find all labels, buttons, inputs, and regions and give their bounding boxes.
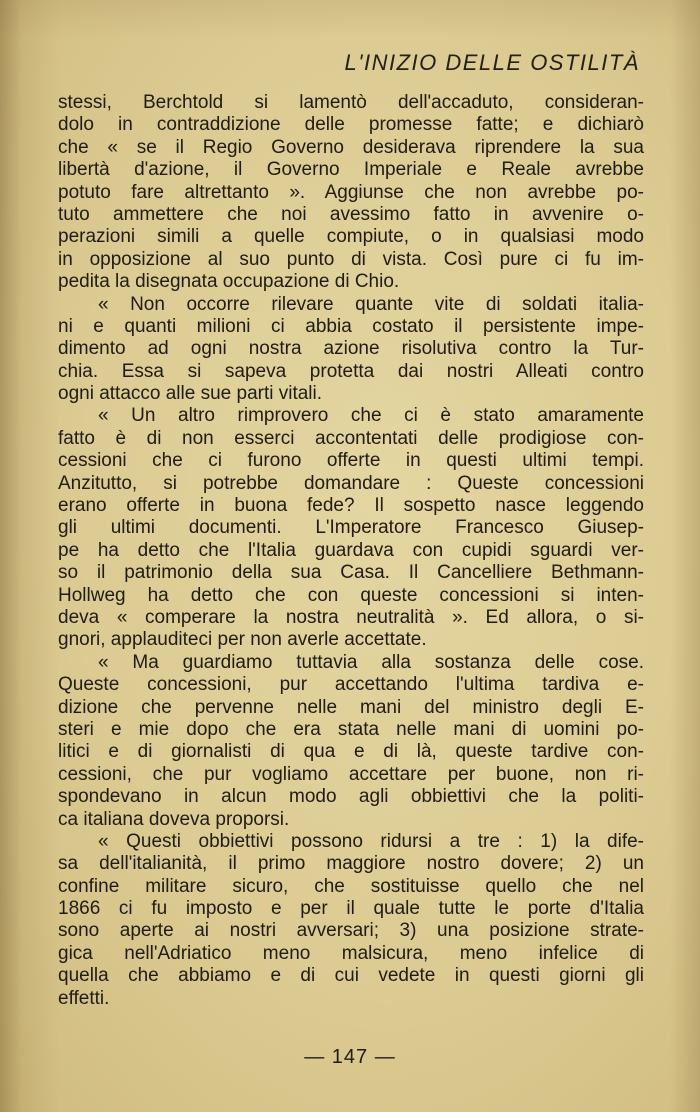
text-line: gnori, applauditeci per non averle accettate. — [58, 629, 427, 651]
text-line: effetti. — [58, 987, 110, 1009]
text-line: ni e quanti milioni ci abbia costato il persistente impe- — [58, 315, 644, 337]
text-line: Queste concessioni, pur accettando l'ultima tardiva e- — [58, 674, 644, 696]
text-line: dimento ad ogni nostra azione risolutiva contro la Tur- — [58, 338, 644, 360]
text-line: ca italiana doveva proporsi. — [58, 808, 290, 830]
body-text — [58, 92, 644, 1010]
text-line: spondevano in alcun modo agli obbiettivi che la politi- — [58, 786, 644, 808]
text-line: « Un altro rimprovero che ci è stato amaramente — [98, 405, 644, 427]
text-line: cessioni che ci furono offerte in questi ultimi tempi. — [58, 450, 644, 472]
text-line: gli ultimi documenti. L'Imperatore Francesco Giusep- — [58, 517, 644, 539]
text-line: Hollweg ha detto che con queste concessioni si inten- — [58, 584, 644, 606]
text-line: pedita la disegnata occupazione di Chio. — [58, 271, 400, 293]
text-line: sa dell'italianità, il primo maggiore nostro dovere; 2) un — [58, 853, 644, 875]
text-line: quella che abbiamo e di cui vedete in questi giorni gli — [58, 965, 644, 987]
text-line: perazioni simili a quelle compiute, o in qualsiasi modo — [58, 226, 644, 248]
text-line: confine militare sicuro, che sostituisse quello che nel — [58, 875, 644, 897]
text-line: in opposizione al suo punto di vista. Così pure ci fu im- — [58, 248, 644, 270]
text-line: Anzitutto, si potrebbe domandare : Queste concessioni — [58, 472, 644, 494]
text-line: litici e di giornalisti di qua e di là, queste tardive con- — [58, 741, 644, 763]
page-number: — 147 — — [304, 1046, 396, 1068]
text-line: fatto è di non esserci accontentati delle prodigiose con- — [58, 427, 644, 449]
text-line: steri e mie dopo che era stata nelle mani di uomini po- — [58, 718, 644, 740]
text-line: tuto ammettere che noi avessimo fatto in avvenire o- — [58, 203, 644, 225]
text-line: pe ha detto che l'Italia guardava con cupidi sguardi ver- — [58, 539, 644, 561]
text-line: 1866 ci fu imposto e per il quale tutte le porte d'Italia — [58, 898, 644, 920]
text-line: « Ma guardiamo tuttavia alla sostanza delle cose. — [98, 651, 644, 673]
text-line: chia. Essa si sapeva protetta dai nostri Alleati contro — [58, 360, 644, 382]
text-line: erano offerte in buona fede? Il sospetto nasce leggendo — [58, 495, 644, 517]
text-line: gica nell'Adriatico meno malsicura, meno infelice di — [58, 942, 644, 964]
text-line: dizione che pervenne nelle mani del ministro degli E- — [58, 696, 644, 718]
text-line: cessioni, che pur vogliamo accettare per buone, non ri- — [58, 763, 644, 785]
text-line: so il patrimonio della sua Casa. Il Cancelliere Bethmann- — [58, 562, 644, 584]
text-line: ogni attacco alle sue parti vitali. — [58, 383, 323, 405]
text-line: « Questi obbiettivi possono ridursi a tre : 1) la dife- — [98, 830, 644, 852]
text-line: dolo in contraddizione delle promesse fatte; e dichiarò — [58, 114, 644, 136]
text-line: stessi, Berchtold si lamentò dell'accaduto, consideran- — [58, 92, 644, 113]
text-line: libertà d'azione, il Governo Imperiale e Reale avrebbe — [58, 159, 644, 181]
running-head: L'INIZIO DELLE OSTILITÀ — [344, 50, 640, 75]
text-line: potuto fare altrettanto ». Aggiunse che non avrebbe po- — [58, 181, 644, 203]
text-line: « Non occorre rilevare quante vite di soldati italia- — [98, 293, 644, 315]
text-line: che « se il Regio Governo desiderava riprendere la sua — [58, 136, 644, 158]
text-line: deva « comperare la nostra neutralità ». Ed allora, o si- — [58, 606, 644, 628]
text-line: sono aperte ai nostri avversari; 3) una posizione strate- — [58, 920, 644, 942]
